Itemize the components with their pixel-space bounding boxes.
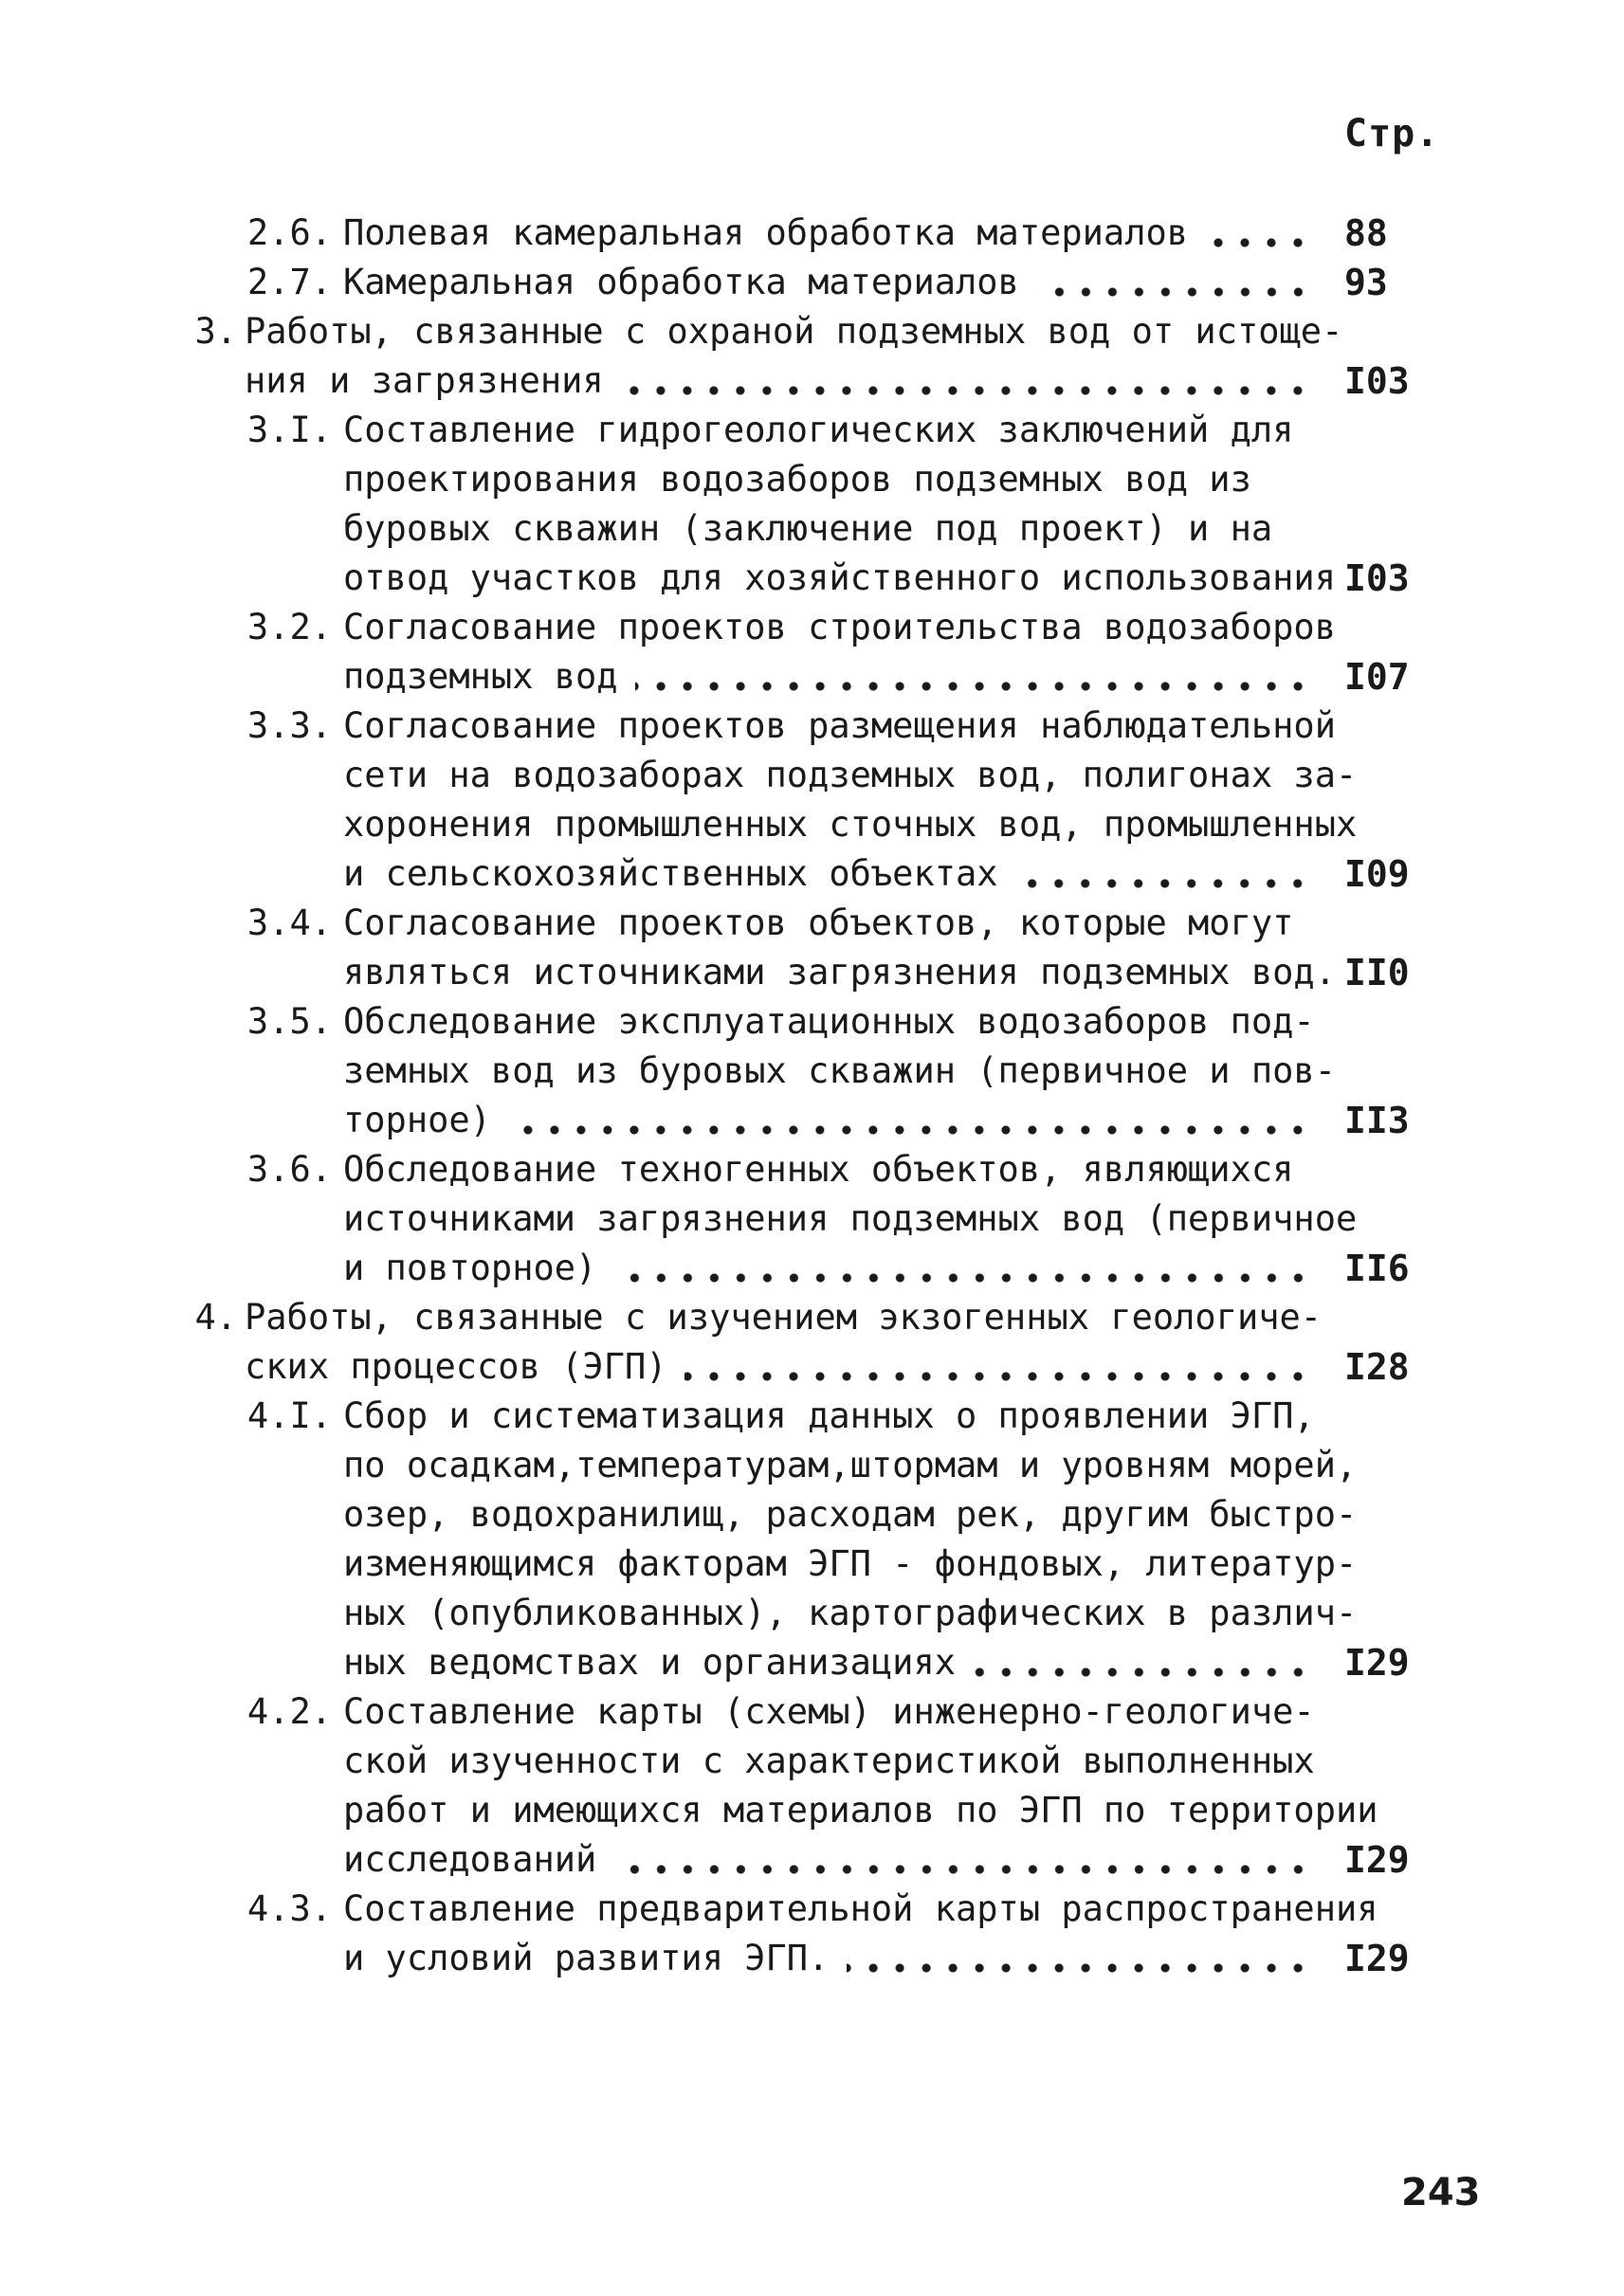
toc-entry-page: II6 (1344, 1248, 1410, 1289)
toc-entry-line (0, 1638, 1624, 1687)
toc-entry-text: ских процессов (ЭГП) (245, 1346, 667, 1387)
toc-entry-line (0, 1047, 1624, 1096)
dot-leader (621, 364, 1311, 402)
dot-leader (847, 1941, 1311, 1979)
toc-entry (0, 1293, 1624, 1392)
toc-entry-text: сети на водозаборах подземных вод, полигонах за- (343, 755, 1358, 795)
toc-entry-text: являться источниками загрязнения подземных вод. (343, 952, 1336, 993)
toc-entry-number: 3.2. (246, 607, 332, 647)
toc-entry-line (0, 1490, 1624, 1540)
toc-entry-line (0, 1096, 1624, 1145)
toc-entry-text: источниками загрязнения подземных вод (первичное (343, 1198, 1358, 1239)
toc-entry-text: Камеральная обработка материалов (343, 262, 1019, 302)
toc-entry-number: 3.3. (246, 705, 332, 746)
toc-entry-line (0, 1540, 1624, 1589)
toc-entry-line (0, 751, 1624, 800)
toc-entry-number: 2.7. (246, 262, 332, 302)
toc-entry-number: 4.I. (246, 1395, 332, 1436)
toc-entry-page: I03 (1344, 360, 1410, 402)
toc-entry-text: и условий развития ЭГП. (343, 1938, 830, 1978)
toc-entry (0, 258, 1624, 307)
toc-entry-text: озер, водохранилищ, расходам рек, другим быстро- (343, 1494, 1358, 1535)
toc-entry-line (0, 1934, 1624, 1983)
toc-entry-line (0, 800, 1624, 849)
toc-entry-line (0, 1342, 1624, 1392)
toc-entry-text: торное) (343, 1100, 491, 1140)
toc-entry-line (0, 1786, 1624, 1835)
toc-entry-line (0, 504, 1624, 554)
dot-leader (1037, 265, 1311, 303)
toc-entry-text: изменяющимся факторам ЭГП - фондовых, литератур- (343, 1543, 1358, 1584)
toc-entry-line (0, 209, 1624, 258)
toc-entry-page: I29 (1344, 1938, 1410, 1979)
toc-entry-page: II3 (1344, 1100, 1410, 1141)
toc-entry-text: исследований (343, 1839, 597, 1880)
toc-entry-page: II0 (1344, 952, 1410, 993)
toc-entry-line (0, 652, 1624, 702)
toc-entry-line (0, 1244, 1624, 1293)
toc-entry-text: Работы, связанные с изучением экзогенных геологиче- (245, 1297, 1323, 1338)
toc-entry (0, 209, 1624, 258)
toc-entry-line (0, 455, 1624, 504)
dot-leader (974, 1646, 1311, 1684)
toc-entry-text: подземных вод (343, 656, 618, 697)
toc-entry-page: I29 (1344, 1642, 1410, 1684)
page-number: 243 (1401, 2171, 1481, 2214)
toc-entry-line (0, 1885, 1624, 1934)
toc-entry-page: I07 (1344, 656, 1410, 698)
toc-entry-text: Составление карты (схемы) инженерно-геологиче- (343, 1691, 1315, 1732)
toc-entry-page: I29 (1344, 1839, 1410, 1881)
toc-entry (0, 307, 1624, 406)
toc-entry-number: 4. (194, 1297, 237, 1338)
toc-entry-page: I09 (1344, 853, 1410, 895)
toc-entry-line (0, 258, 1624, 307)
dot-leader (508, 1103, 1311, 1141)
toc-entry-text: работ и имеющихся материалов по ЭГП по территории (343, 1790, 1378, 1831)
toc-entry-text: буровых скважин (заключение под проект) и на (343, 508, 1273, 549)
toc-entry-text: ных ведомствах и организациях (343, 1642, 957, 1683)
toc-entry (0, 1145, 1624, 1293)
toc-entry-text: Обследование техногенных объектов, являющихся (343, 1149, 1294, 1190)
toc-entry-text: Работы, связанные с охраной подземных вод от истоще- (245, 311, 1343, 352)
toc-entry-line (0, 1441, 1624, 1490)
toc-entry-text: Согласование проектов объектов, которые могут (343, 902, 1294, 943)
toc-entry-text: Составление гидрогеологических заключений для (343, 410, 1294, 450)
toc-entry-line (0, 1392, 1624, 1441)
toc-entry-line (0, 1293, 1624, 1342)
toc-entry-text: Полевая камеральная обработка материалов (343, 212, 1189, 253)
toc-entry-line (0, 702, 1624, 751)
toc-entry-line (0, 307, 1624, 356)
toc-entry-number: 4.2. (246, 1691, 332, 1732)
toc-entry-text: Сбор и систематизация данных о проявлении ЭГП, (343, 1395, 1315, 1436)
page-column-header: Стр. (1344, 112, 1440, 155)
toc-entry-line (0, 1687, 1624, 1737)
toc-entry-number: 4.3. (246, 1888, 332, 1929)
toc-entry-text: Согласование проектов размещения наблюдательной (343, 705, 1336, 746)
toc-entry (0, 1687, 1624, 1885)
toc-entry (0, 1885, 1624, 1983)
toc-entry-text: ния и загрязнения (245, 360, 604, 401)
toc-entry-number: 3. (194, 311, 237, 352)
dot-leader (614, 1251, 1311, 1289)
toc-entry-text: Обследование эксплуатационных водозаборов под- (343, 1001, 1315, 1042)
toc-entry-line (0, 849, 1624, 899)
toc-entry-text: проектирования водозаборов подземных вод из (343, 459, 1251, 500)
toc-entry-page: 93 (1344, 262, 1388, 303)
toc-entry-number: 3.5. (246, 1001, 332, 1042)
toc-entry-page: I28 (1344, 1346, 1410, 1388)
dot-leader (1206, 216, 1311, 254)
toc-entry (0, 1392, 1624, 1687)
toc-entry-line (0, 1835, 1624, 1885)
dot-leader (684, 1350, 1311, 1388)
toc-entry-number: 3.6. (246, 1149, 332, 1190)
toc-entry-page: 88 (1344, 212, 1388, 254)
toc-entry-line (0, 406, 1624, 455)
toc-entry-text: и сельскохозяйственных объектах (343, 853, 998, 894)
toc-entry-line (0, 603, 1624, 652)
toc-entry-text: ных (опубликованных), картографических в различ- (343, 1593, 1358, 1633)
toc-entry-number: 2.6. (246, 212, 332, 253)
toc-entry-line (0, 1589, 1624, 1638)
toc-entry-text: отвод участков для хозяйственного использования (343, 557, 1336, 598)
dot-leader (635, 660, 1311, 698)
toc-entry-text: и повторное) (343, 1248, 597, 1288)
toc-entry-line (0, 554, 1624, 603)
toc-entry (0, 997, 1624, 1145)
toc-entry (0, 899, 1624, 997)
toc-entry-number: 3.I. (246, 410, 332, 450)
toc-entry (0, 702, 1624, 899)
toc-entry-text: по осадкам,температурам,штормам и уровням морей, (343, 1445, 1358, 1485)
table-of-contents (0, 209, 1624, 1983)
toc-entry (0, 603, 1624, 702)
toc-entry-text: Составление предварительной карты распространения (343, 1888, 1378, 1929)
toc-entry-page: I03 (1344, 557, 1410, 599)
dot-leader (614, 1843, 1311, 1881)
toc-entry-text: хоронения промышленных сточных вод, промышленных (343, 804, 1358, 845)
toc-entry-line (0, 997, 1624, 1047)
toc-entry-line (0, 1145, 1624, 1194)
toc-entry-text: земных вод из буровых скважин (первичное и пов- (343, 1050, 1336, 1091)
toc-entry (0, 406, 1624, 603)
toc-entry-line (0, 1194, 1624, 1244)
dot-leader (1015, 857, 1311, 895)
toc-entry-text: Согласование проектов строительства водозаборов (343, 607, 1336, 647)
toc-entry-line (0, 899, 1624, 948)
toc-entry-line (0, 356, 1624, 406)
toc-entry-number: 3.4. (246, 902, 332, 943)
toc-entry-line (0, 948, 1624, 997)
toc-entry-text: ской изученности с характеристикой выполненных (343, 1740, 1315, 1781)
toc-entry-line (0, 1737, 1624, 1786)
